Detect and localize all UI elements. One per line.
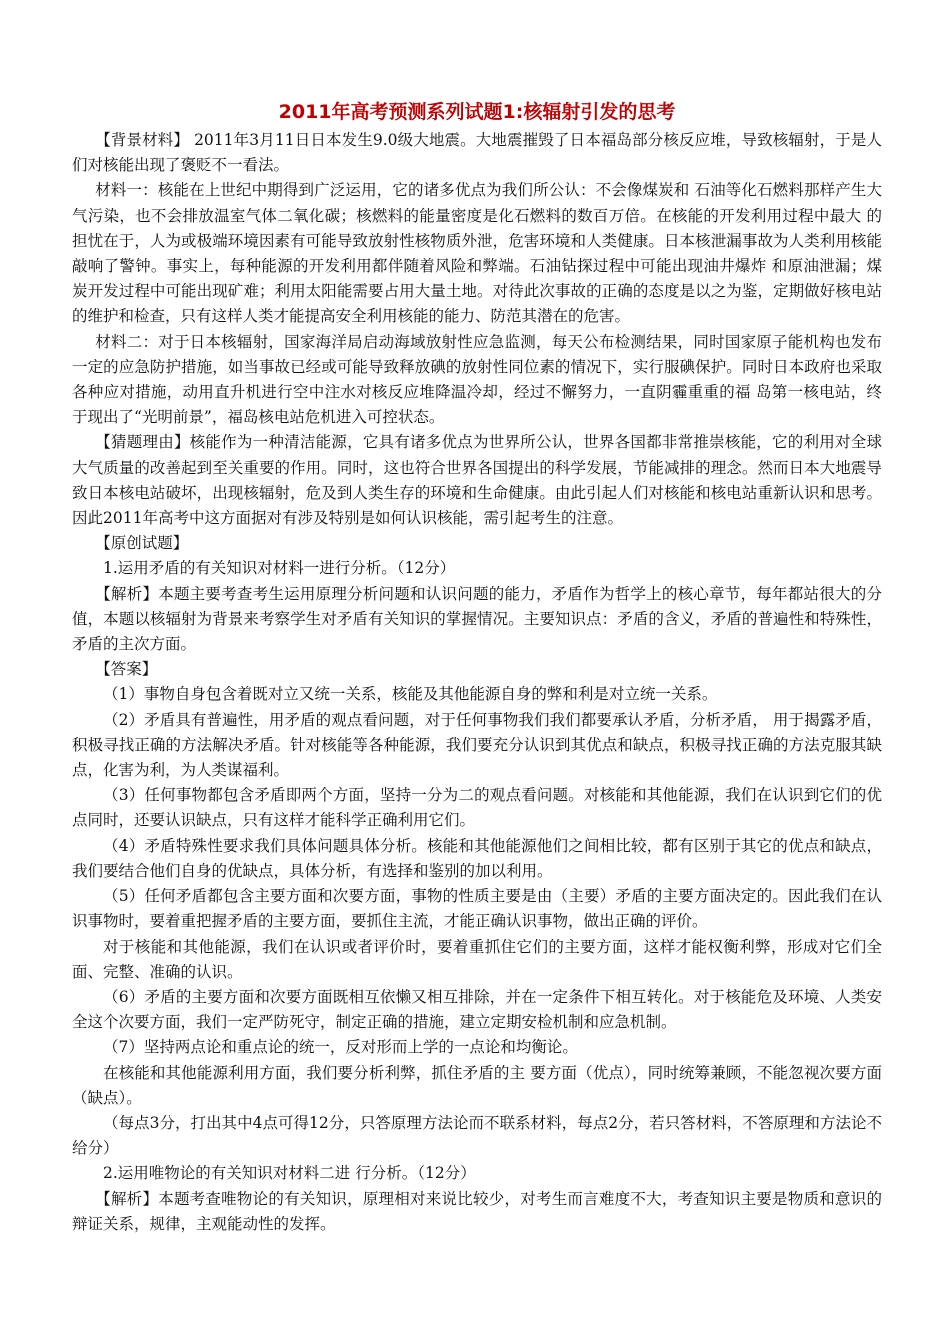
answer-heading: 【答案】 [95, 660, 158, 679]
answer-point-6: （6）矛盾的主要方面和次要方面既相互依懒又相互排除，并在一定条件下相互转化。对于核能危及环境、人类安全这个次要方面，我们一定严防死守，制定正确的措施，建立定期安检机制和应急机制。 [72, 987, 882, 1032]
answer-point-4: （4）矛盾特殊性要求我们具体问题具体分析。核能和其他能源他们之间相比较，都有区别于其它的优点和缺点，我们要结合他们自身的优缺点，具体分析，有选择和鉴别的加以利用。 [72, 836, 882, 880]
answer-point-3: （3）任何事物都包含矛盾即两个方面，坚持一分为二的观点看问题。对核能和其他能源，我们在认识到它们的优点同时，还要认识缺点，只有这样才能科学正确利用它们。 [72, 786, 882, 830]
document-page [72, 98, 882, 1237]
answer-point-7-continued: 在核能和其他能源利用方面，我们要分析利弊，抓住矛盾的主 要方面（优点），同时统筹兼顾，不能忽视次要方面（缺点）。 [72, 1063, 882, 1107]
material-two-paragraph: 材料二：对于日本核辐射，国家海洋局启动海域放射性应急监测，每天公布检测结果，同时国家原子能机构也发布一定的应急防护措施，如当事故已经或可能导致释放碘的放射性同位素的情况下，实行服碘保护。同时日本政府也采取各种应对措施，动用直升机进行空中注水对核反应堆降温冷却，经过不懈努力，一直阴霾重重的福 岛第一核电站，终于现出了“光明前景”，福岛核电站危机进入可控状态。 [72, 332, 882, 427]
answer-point-7: （7）坚持两点论和重点论的统一，反对形而上学的一点论和均衡论。 [103, 1038, 578, 1057]
question-two: 2.运用唯物论的有关知识对材料二进 行分析。（12分） [103, 1164, 476, 1183]
analysis-two-paragraph: 【解析】本题考查唯物论的有关知识，原理相对来说比较少，对考生而言难度不大，考查知识主要是物质和意识的辩证关系，规律，主观能动性的发挥。 [72, 1189, 882, 1233]
answer-point-1: （1）事物自身包含着既对立又统一关系，核能及其他能源自身的弊和利是对立统一关系。 [103, 685, 718, 704]
scoring-note: （每点3分，打出其中4点可得12分，只答原理方法论而不联系材料，每点2分，若只答材料，不答原理和方法论不给分） [72, 1113, 882, 1158]
document-title: 2011年高考预测系列试题1:核辐射引发的思考 [278, 101, 676, 123]
original-questions-heading: 【原创试题】 [95, 534, 189, 553]
answer-point-5-continued: 对于核能和其他能源，我们在认识或者评价时，要着重抓住它们的主要方面，这样才能权衡利弊，形成对它们全面、完整、准确的认识。 [72, 937, 882, 981]
answer-point-5: （5）任何矛盾都包含主要方面和次要方面，事物的性质主要是由（主要）矛盾的主要方面决定的。因此我们在认识事物时，要着重把握矛盾的主要方面，要抓住主流，才能正确认识事物，做出正确的评价。 [72, 887, 882, 931]
analysis-one-paragraph: 【解析】本题主要考查考生运用原理分析问题和认识问题的能力，矛盾作为哲学上的核心章节，每年都站很大的分值，本题以核辐射为背景来考察学生对矛盾有关知识的掌握情况。主要知识点：矛盾的含义，矛盾的普遍性和特殊性，矛盾的主次方面。 [72, 584, 882, 654]
material-one-paragraph: 材料一：核能在上世纪中期得到广泛运用，它的诸多优点为我们所公认：不会像煤炭和 石油等化石燃料那样产生大气污染，也不会排放温室气体二氧化碳；核燃料的能量密度是化石燃料的数百万倍。在核能的开发利用过程中最大 的担忧在于，人为或极端环境因素有可能导致放射性核物质外泄，危害环境和人类健康。日本核泄漏事故为人类利用核能 敲响了警钟。事实上，每种能源的开发利用都伴随着风险和弊端。石油钻探过程中可能出现油井爆炸 和原油泄漏；煤炭开发过程中可能出现矿难；利用太阳能需要占用大量土地。对待此次事故的正确的态度是以之为鉴，定期做好核电站的维护和检查，只有这样人类才能提高安全利用核能的能力、防范其潜在的危害。 [72, 181, 882, 326]
question-one: 1.运用矛盾的有关知识对材料一进行分析。（12分） [103, 559, 456, 578]
background-paragraph: 【背景材料】 2011年3月11日日本发生9.0级大地震。大地震摧毁了日本福岛部分核反应堆，导致核辐射，于是人们对核能出现了褒贬不一看法。 [72, 131, 882, 175]
reason-paragraph: 【猜题理由】核能作为一种清洁能源，它具有诸多优点为世界所公认，世界各国都非常推崇核能，它的利用对全球大气质量的改善起到至关重要的作用。同时，这也符合世界各国提出的科学发展，节能减排的理念。然而日本大地震导致日本核电站破坏，出现核辐射，危及到人类生存的环境和生命健康。由此引起人们对核能和核电站重新认识和思考。因此2011年高考中这方面据对有涉及特别是如何认识核能，需引起考生的注意。 [72, 433, 882, 528]
answer-point-2: （2）矛盾具有普遍性，用矛盾的观点看问题，对于任何事物我们我们都要承认矛盾，分析矛盾， 用于揭露矛盾，积极寻找正确的方法解决矛盾。针对核能等各种能源，我们要充分认识到其优点和缺点，积极寻找正确的方法克服其缺点，化害为利，为人类谋福利。 [72, 710, 882, 780]
